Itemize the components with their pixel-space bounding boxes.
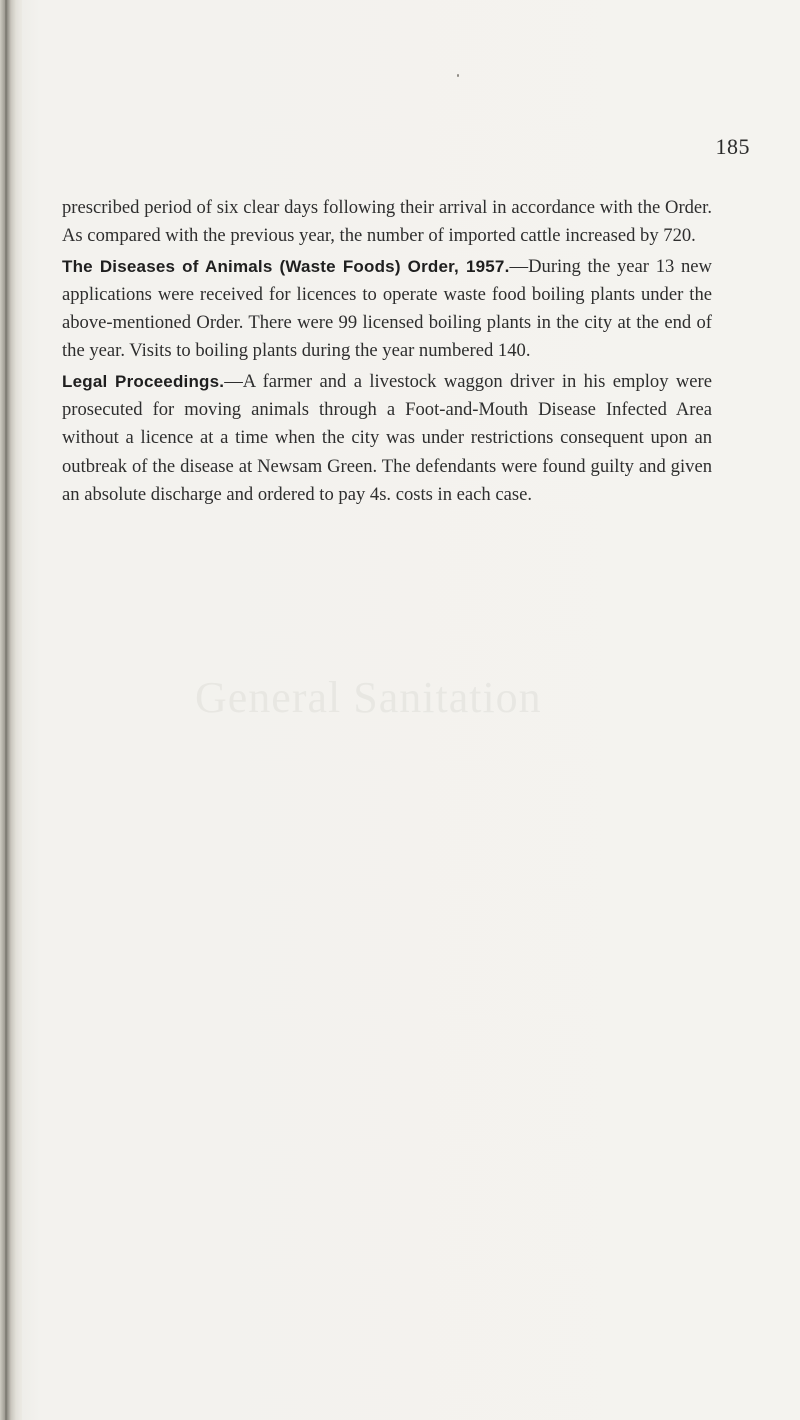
body-text (62, 194, 712, 509)
section-heading: Legal Proceedings. (62, 371, 225, 391)
show-through-text: General Sanitation (195, 673, 542, 722)
binding-shadow-line (5, 0, 7, 1420)
paragraph-waste-foods-order (62, 253, 712, 366)
page-number: 185 (715, 134, 750, 159)
paragraph-continuation (62, 194, 712, 251)
paper-speck (457, 74, 459, 77)
paragraph-text: prescribed period of six clear days following their arrival in accordance with the Order. As compared with the previous year, the number of imported cattle increased by 720. (62, 197, 712, 247)
paragraph-text: —A farmer and a livestock waggon driver in his employ were prosecuted for moving animals through a Foot-and-Mouth Disease Infected Area without a licence at a time when the city was under restrictions consequent upon an outbreak of the disease at Newsam Green. The defendants were found guilty and given an absolute discharge and ordered to pay 4s. costs in each case. (62, 370, 712, 505)
book-binding-edge (0, 0, 22, 1420)
paragraph-text: —During the year 13 new applications were received for licences to operate waste food boiling plants under the above-mentioned Order. There were 99 licensed boiling plants in the city at the end of the year. Visits to boiling plants during the year numbered 140. (62, 255, 712, 362)
paragraph-legal-proceedings (62, 368, 712, 509)
section-heading: The Diseases of Animals (Waste Foods) Order, 1957. (62, 256, 510, 276)
